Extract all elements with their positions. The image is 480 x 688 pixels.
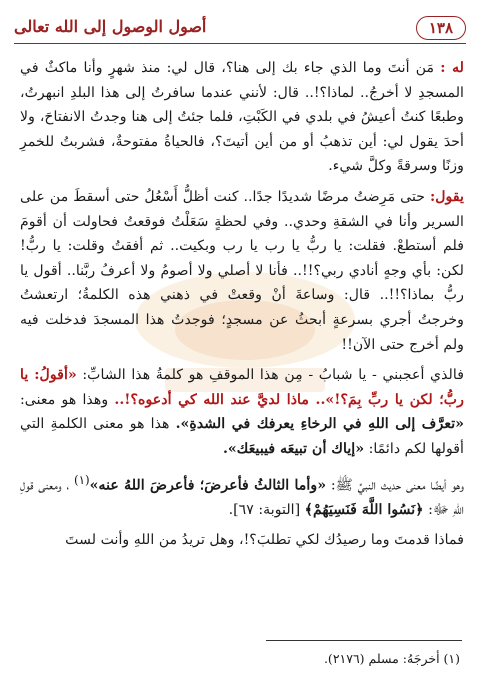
quran-verse: ﴿نَسُوا اللَّهَ فَنَسِيَهُمْ﴾	[304, 501, 424, 518]
speaker-label: يقول:	[430, 188, 465, 205]
paragraph-text: وهذا هو معنى:	[20, 391, 109, 408]
paragraph-text: فماذا قدمتَ وما رصيدُك لكي تطلبَ؟!، وهل تريدُ من اللهِ وأنت لستَ	[65, 532, 464, 549]
paragraph-5	[20, 528, 464, 553]
quoted-saying: «أقولُ: يا ربُّ؛ لكن يا ربِّ بِمَ؟!».. ماذا لديَّ عند الله كي أدعوه؟!..	[20, 367, 465, 408]
header-rule	[14, 43, 466, 44]
paragraph-2	[20, 185, 464, 357]
footnote: (١) أخرجَهُ: مسلم (٢١٧٦).	[323, 651, 460, 666]
paragraph-text: وهو أيضًا معنى حديث النبيِّ ﷺ:	[330, 477, 464, 494]
paragraph-text: حتى مَرِضتُ مرضًا شديدًا جدًا.. كنت أظلُّ أَسْعُلُ حتى أسقطَ من على السرير وأنا في الشقةِ وحدي.. وفي لحظةٍ سَعَلْتُ فوقعتُ فحاولت أن أقومَ فلم أستطعْ. فقلت: يا ربُّ يا رب يا رب وبكيت.. ثم أفقتُ وقلت: يا ربُّ! لكن: بأي وجهٍ أنادي ربي؟!!.. فأنا لا أصلي ولا أصومُ ولا أعرفُ ربَّنا.. أقول يا ربُّ بماذا؟!!.. قال: وساعةَ أنْ وقعتْ في ذهني هذه الكلمةُ؛ ارتعشتُ وخرجتُ أجري بسرعةٍ أبحثُ عن مسجدٍ؛ فوجدتُ هذا المسجدَ فدخلت فيه ولم أخرج حتى الآن!!	[20, 188, 464, 353]
body-text	[20, 56, 464, 559]
paragraph-text: مَن أنتَ وما الذي جاء بك إلى هنا؟، قال لي: منذ شهرٍ وأنا ماكثٌ في المسجدِ لا أخرجُ.. لماذا؟!.. قال: لأنني عندما سافرتُ إلى هذا البلدِ انبهرتُ، وطبعًا كنتُ أعيشُ في بلدي في الكَبْتِ، فلما جئتُ إلى هنا وجدتُ الانفتاحَ، ولا أحدَ يقول لي: أين تذهبُ أو من أين أتيتَ؟، فالحياةُ مفتوحةٌ، فشربتُ للخمرِ وزنًا وسرقةً وكلَّ شيء.	[20, 60, 464, 175]
speaker-label: له :	[440, 60, 464, 76]
paragraph-3	[20, 363, 464, 461]
paragraph-4	[20, 468, 464, 523]
quoted-saying-2: «إياك أن تبيعَه فيبيعَك».	[222, 440, 365, 457]
page-number: ١٣٨	[416, 16, 466, 40]
quoted-hadith: «تعرَّف إلى اللهِ في الرخاءِ يعرفك في الشدةِ».	[175, 416, 465, 433]
footnote-rule	[266, 640, 462, 641]
paragraph-1	[20, 56, 464, 179]
paragraph-text: هذا هو معنى الكلمةِ التي أقولها لكم دائمًا:	[20, 416, 464, 457]
hadith-quote: «وأما الثالثُ فأعرضَ؛ فأعرضَ اللهُ عنه»	[89, 477, 327, 494]
verse-reference: [التوبة: ٦٧].	[228, 501, 301, 518]
running-title: أصول الوصول إلى الله تعالى	[14, 17, 207, 36]
page-header	[14, 14, 466, 44]
footnote-reference[interactable]: (١)	[74, 472, 90, 487]
paragraph-text: ، ومعنى قولِ اللهِ ﷻ:	[20, 477, 464, 518]
paragraph-text: فالذي أعجبني - يا شبابُ - مِن هذا الموقفِ هو كلمةُ هذا الشابِّ:	[82, 367, 464, 384]
